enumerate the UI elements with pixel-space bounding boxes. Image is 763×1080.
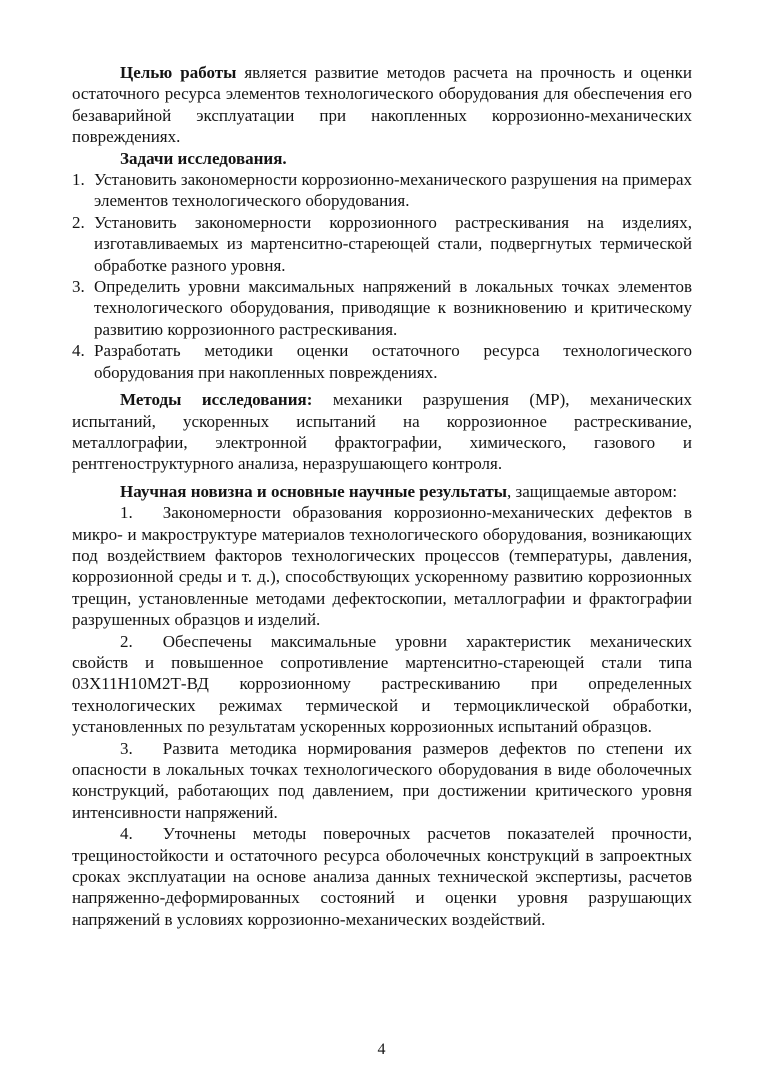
novelty-label: Научная новизна и основные научные результаты: [120, 481, 507, 501]
task-item-3: [72, 276, 692, 340]
task-text: Определить уровни максимальных напряжений в локальных точках элементов технологического оборудования, приводящие к возникновению и критическому развитию коррозионного растрескивания.: [94, 277, 692, 339]
result-text: Закономерности образования коррозионно-механических дефектов в микро- и макроструктуре материалов технологического оборудования, возникающих под воздействием факторов технологических процессов (температуры, давления, коррозионной среды и т. д.), способствующих ускоренному развитию коррозионных трещин, установленные методами дефектоскопии, металлографии и фрактографии разрушенных образцов и изделий.: [72, 503, 692, 630]
page-number: 4: [377, 1040, 386, 1058]
result-number: 4.: [120, 824, 133, 844]
task-item-2: [72, 212, 692, 276]
task-text: Установить закономерности коррозионного растрескивания на изделиях, изготавливаемых из мартенситно-стареющей стали, подвергнутых термической обработке разного уровня.: [94, 212, 692, 275]
result-number: 2.: [120, 631, 133, 651]
methods-text: механики разрушения (МР), механических испытаний, ускоренных испытаний на коррозионное растрескивание, металлографии, электронной фрактографии, химического, газового и рентгеноструктурного анализа, неразрушающего контроля.: [72, 390, 692, 474]
task-number: 4.: [72, 341, 85, 361]
goal-text: является развитие методов расчета на прочность и оценки остаточного ресурса элементов технологического оборудования для обеспечения его безаварийной эксплуатации при накопленных коррозионно-механических повреждениях.: [72, 63, 692, 147]
task-number: 3.: [72, 277, 85, 297]
task-text: Установить закономерности коррозионно-механического разрушения на примерах элементов технологического оборудования.: [94, 170, 692, 211]
result-paragraph-3: [72, 738, 692, 824]
heading-tasks: Задачи исследования.: [120, 148, 287, 168]
goal-label: Целью работы: [120, 63, 237, 82]
result-number: 1.: [120, 503, 133, 523]
result-text: Уточнены методы поверочных расчетов показателей прочности, трещиностойкости и остаточного ресурса оболочечных конструкций в запроектных сроках эксплуатации на основе анализа данных технической экспертизы, расчетов напряженно-деформированных состояний и оценки уровня разрушающих напряжений в условиях коррозионно-механических воздействий.: [72, 824, 692, 929]
paragraph-novelty: [72, 481, 692, 502]
methods-label: Методы исследования:: [120, 390, 313, 410]
task-number: 2.: [72, 212, 85, 232]
result-paragraph-1: [72, 502, 692, 630]
task-number: 1.: [72, 170, 85, 190]
result-text: Обеспечены максимальные уровни характеристик механических свойств и повышенное сопротивление мартенситно-стареющей стали типа 03Х11Н10М2Т-ВД коррозионному растрескиванию при определенных технологических режимах термической и термоциклической обработки, установленных по результатам ускоренных коррозионных испытаний образцов.: [72, 631, 692, 737]
result-paragraph-2: [72, 631, 692, 738]
paragraph-methods: [72, 389, 692, 475]
result-text: Развита методика нормирования размеров дефектов по степени их опасности в локальных точках технологического оборудования в виде оболочечных конструкций, работающих под давлением, при достижении критического уровня интенсивности напряжений.: [72, 738, 692, 822]
result-paragraph-4: [72, 823, 692, 930]
task-text: Разработать методики оценки остаточного ресурса технологического оборудования при накопленных повреждениях.: [94, 341, 692, 382]
task-item-4: [72, 340, 692, 383]
novelty-text: , защищаемые автором:: [506, 481, 678, 501]
task-item-1: [72, 169, 692, 212]
paragraph-goal: [72, 62, 692, 148]
result-number: 3.: [120, 738, 133, 758]
